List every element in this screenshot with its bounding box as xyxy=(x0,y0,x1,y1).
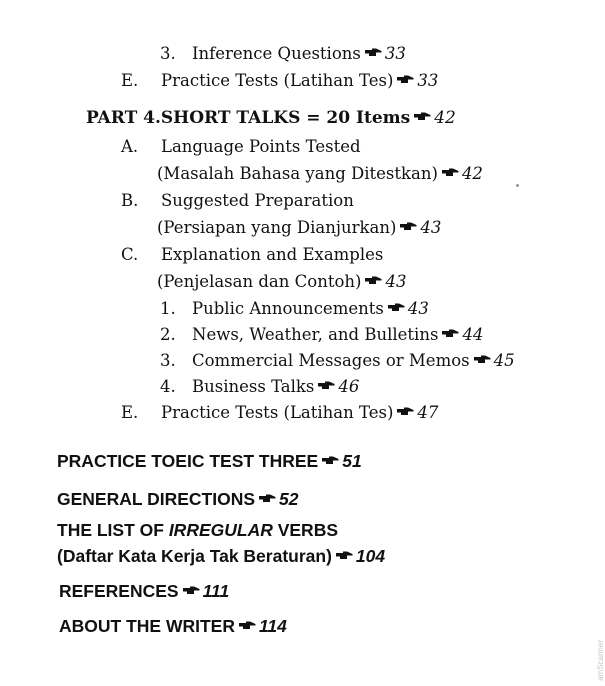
page-number: 42 xyxy=(461,164,483,183)
toc-part-4-heading xyxy=(86,108,456,128)
part-title: SHORT TALKS = 20 Items xyxy=(160,108,411,128)
entry-title: Business Talks xyxy=(192,377,315,396)
page-number: 111 xyxy=(202,581,230,601)
page-number: 46 xyxy=(338,377,360,396)
pointing-hand-icon xyxy=(183,586,200,595)
page-number: 43 xyxy=(420,218,442,237)
pointing-hand-icon xyxy=(414,112,431,121)
section-irregular-verbs-translation xyxy=(57,545,385,567)
section-title-end: VERBS xyxy=(272,520,338,540)
toc-entry-suggested-preparation xyxy=(121,191,354,211)
scan-speck xyxy=(516,184,519,187)
pointing-hand-icon xyxy=(442,329,459,338)
pointing-hand-icon xyxy=(365,276,382,285)
entry-title: News, Weather, and Bulletins xyxy=(192,325,439,344)
page-number: 43 xyxy=(385,272,407,291)
page-number: 43 xyxy=(407,299,429,318)
pointing-hand-icon xyxy=(239,621,256,630)
section-irregular-verbs xyxy=(57,519,338,541)
page-number: 47 xyxy=(417,403,439,422)
section-title: PRACTICE TOEIC TEST THREE xyxy=(57,451,319,471)
toc-entry-language-points xyxy=(121,137,361,157)
entry-title: Language Points Tested xyxy=(161,137,361,156)
section-title: ABOUT THE WRITER xyxy=(59,616,235,636)
toc-entry-news-weather xyxy=(160,325,483,345)
entry-translation: (Masalah Bahasa yang Ditestkan) xyxy=(157,164,438,183)
toc-entry-commercial-messages xyxy=(160,351,515,371)
section-about-the-writer xyxy=(59,615,287,637)
pointing-hand-icon xyxy=(474,355,491,364)
section-references xyxy=(59,580,229,602)
toc-entry-suggested-preparation-translation xyxy=(157,218,441,238)
toc-entry-inference-questions xyxy=(160,44,406,64)
section-title: REFERENCES xyxy=(59,581,179,601)
entry-number: 2. xyxy=(160,325,176,344)
entry-letter: C. xyxy=(121,245,139,264)
section-title-start: THE LIST OF xyxy=(57,520,169,540)
toc-entry-practice-tests-2 xyxy=(121,403,438,423)
toc-entry-public-announcements xyxy=(160,299,429,319)
pointing-hand-icon xyxy=(318,381,335,390)
toc-entry-explanation-examples-translation xyxy=(157,272,406,292)
pointing-hand-icon xyxy=(259,494,276,503)
toc-entry-practice-tests-1 xyxy=(121,71,438,91)
entry-title: Commercial Messages or Memos xyxy=(192,351,470,370)
pointing-hand-icon xyxy=(397,75,414,84)
part-number: PART 4. xyxy=(86,108,161,128)
pointing-hand-icon xyxy=(322,456,339,465)
section-title: GENERAL DIRECTIONS xyxy=(57,489,256,509)
entry-title: Suggested Preparation xyxy=(161,191,354,210)
toc-entry-language-points-translation xyxy=(157,164,483,184)
page-number: 44 xyxy=(462,325,484,344)
pointing-hand-icon xyxy=(442,168,459,177)
pointing-hand-icon xyxy=(336,551,353,560)
pointing-hand-icon xyxy=(388,303,405,312)
section-translation: (Daftar Kata Kerja Tak Beraturan) xyxy=(57,546,332,566)
entry-title: Public Announcements xyxy=(192,299,384,318)
entry-number: 1. xyxy=(160,299,176,318)
entry-letter: E. xyxy=(121,403,139,422)
entry-title: Explanation and Examples xyxy=(161,245,384,264)
toc-entry-explanation-examples xyxy=(121,245,383,265)
pointing-hand-icon xyxy=(397,407,414,416)
entry-letter: B. xyxy=(121,191,139,210)
entry-title: Practice Tests (Latihan Tes) xyxy=(161,71,394,90)
section-general-directions xyxy=(57,488,299,510)
page-number: 52 xyxy=(279,489,299,509)
toc-entry-business-talks xyxy=(160,377,359,397)
pointing-hand-icon xyxy=(400,222,417,231)
page-number: 104 xyxy=(355,546,386,566)
scanner-watermark: amScanner xyxy=(596,640,605,681)
entry-title: Inference Questions xyxy=(192,44,361,63)
entry-number: 3. xyxy=(160,44,176,63)
page-number: 33 xyxy=(417,71,439,90)
page-number: 33 xyxy=(384,44,406,63)
entry-letter: A. xyxy=(121,137,139,156)
section-practice-toeic-test-three xyxy=(57,450,362,472)
entry-number: 4. xyxy=(160,377,176,396)
page-number: 45 xyxy=(493,351,515,370)
entry-translation: (Penjelasan dan Contoh) xyxy=(157,272,362,291)
section-title-emphasis: IRREGULAR xyxy=(168,520,273,540)
page-number: 42 xyxy=(434,108,456,128)
entry-title: Practice Tests (Latihan Tes) xyxy=(161,403,394,422)
entry-number: 3. xyxy=(160,351,176,370)
page-number: 51 xyxy=(342,451,362,471)
page-number: 114 xyxy=(258,616,287,636)
entry-letter: E. xyxy=(121,71,139,90)
entry-translation: (Persiapan yang Dianjurkan) xyxy=(157,218,397,237)
pointing-hand-icon xyxy=(365,48,382,57)
